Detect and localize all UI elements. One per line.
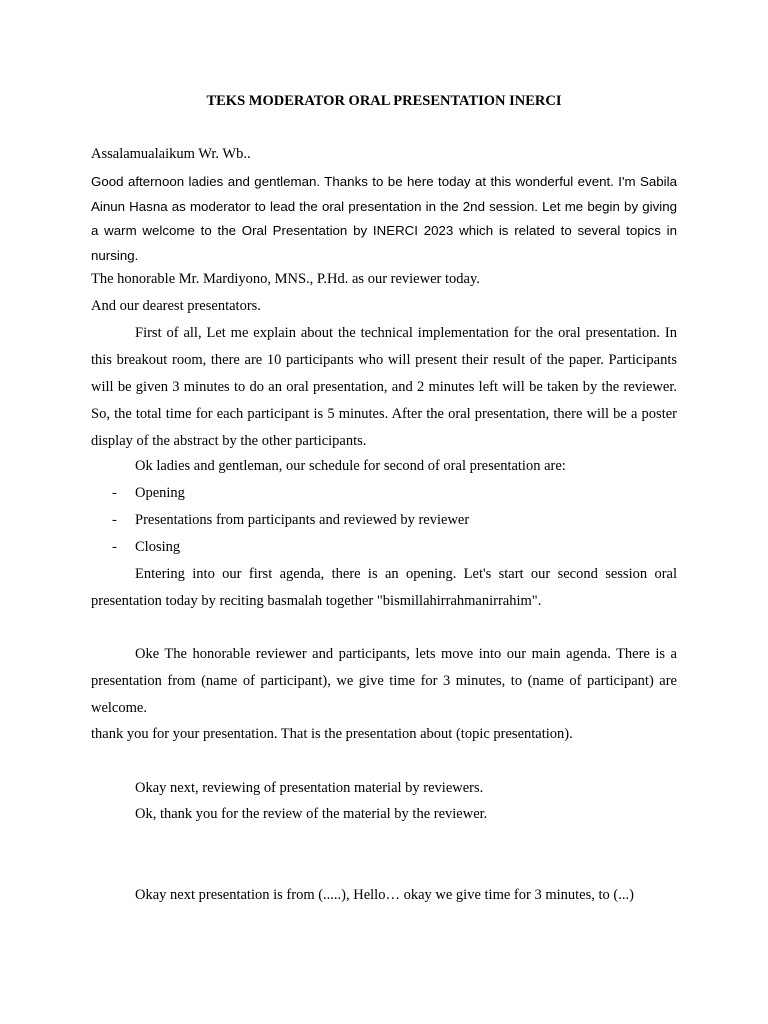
list-item: Opening	[135, 485, 185, 501]
list-item: Closing	[135, 539, 181, 555]
main-agenda-paragraph: Oke The honorable reviewer and participants, lets move into our main agenda. There is a presentation from (name of participant), we give time for 3 minutes, to (name of participant) are welcome.	[91, 646, 677, 716]
greeting-text: Assalamualaikum Wr. Wb..	[91, 146, 251, 162]
document-title: TEKS MODERATOR ORAL PRESENTATION INERCI	[206, 93, 562, 109]
schedule-intro: Ok ladies and gentleman, our schedule for second of oral presentation are:	[135, 458, 566, 474]
review-thanks-line: Ok, thank you for the review of the material by the reviewer.	[135, 806, 488, 822]
thanks-line: thank you for your presentation. That is the presentation about (topic presentation).	[91, 726, 573, 742]
list-bullet: -	[112, 512, 117, 528]
opening-paragraph: Entering into our first agenda, there is an opening. Let's start our second session oral presentation today by reciting basmalah together "bismillahirrahmanirrahim".	[91, 566, 677, 609]
list-item: Presentations from participants and reviewed by reviewer	[135, 512, 470, 528]
reviewer-line: The honorable Mr. Mardiyono, MNS., P.Hd. as our reviewer today.	[91, 271, 480, 287]
presenters-line: And our dearest presentators.	[91, 298, 261, 314]
list-bullet: -	[112, 485, 117, 501]
review-line: Okay next, reviewing of presentation material by reviewers.	[135, 780, 484, 796]
list-bullet: -	[112, 539, 117, 555]
next-presentation-line: Okay next presentation is from (.....), Hello… okay we give time for 3 minutes, to (...)	[135, 887, 634, 903]
intro-paragraph: Good afternoon ladies and gentleman. Thanks to be here today at this wonderful event. I'm Sabila Ainun Hasna as moderator to lead the oral presentation in the 2nd session. Let me begin by giving a warm welcome to the Oral Presentation by INERCI 2023 which is related to several topics in nursing.	[91, 174, 677, 263]
technical-paragraph: First of all, Let me explain about the technical implementation for the oral presentation. In this breakout room, there are 10 participants who will present their result of the paper. Participants will be given 3 minutes to do an oral presentation, and 2 minutes left will be taken by the reviewer. So, the total time for each participant is 5 minutes. After the oral presentation, there will be a poster display of the abstract by the other participants.	[91, 325, 677, 449]
